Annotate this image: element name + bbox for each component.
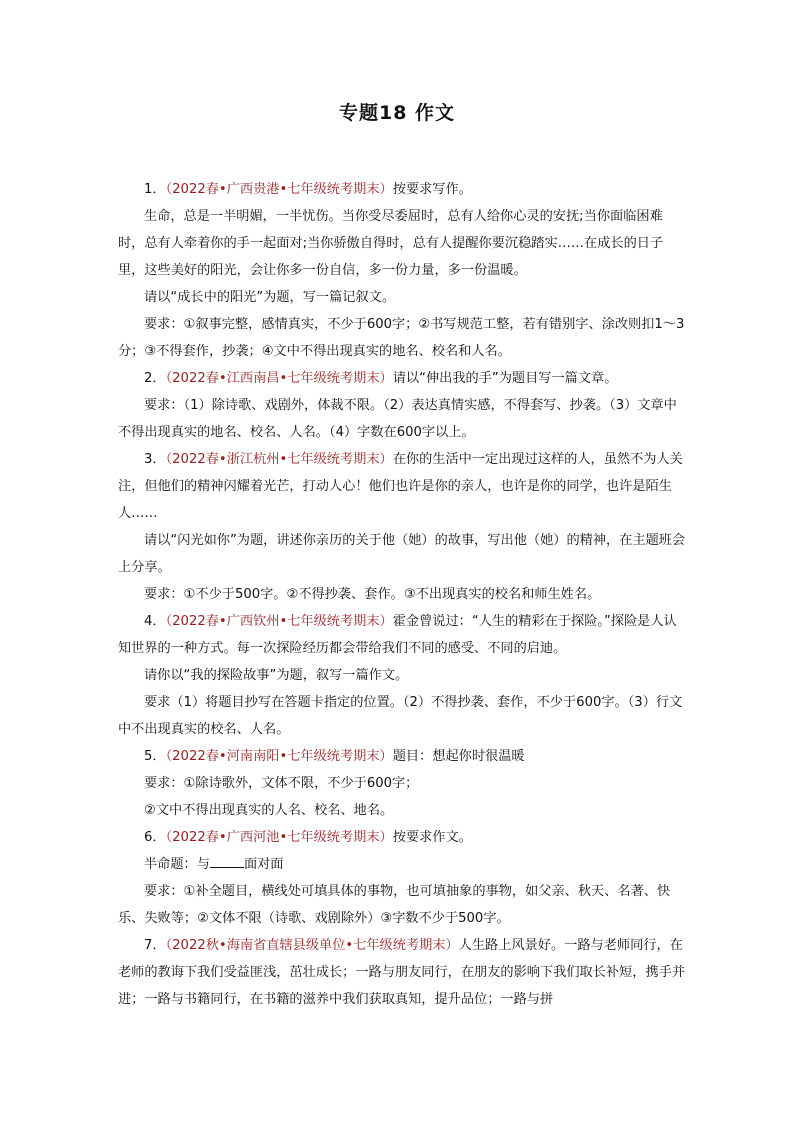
question-2-header (118, 365, 688, 392)
question-source: （2022春•广西贵港•七年级统考期末） (165, 182, 393, 197)
question-requirements: ②文中不得出现真实的人名、校名、地名。 (144, 803, 394, 818)
question-paragraph: 请以“闪光如你”为题，讲述你亲历的关于他（她）的故事，写出他（她）的精神，在主题班会上分享。 (118, 533, 686, 575)
question-number: 6． (144, 830, 166, 845)
question-number: 2． (144, 371, 166, 386)
question-number: 3． (144, 452, 166, 467)
question-requirements: 要求：①叙事完整，感情真实，不少于600字；②书写规范工整，若有错别字、涂改则扣1～3分；③不得套作，抄袭；④文中不得出现真实的地名、校名和人名。 (118, 317, 685, 359)
question-7-header (118, 932, 688, 1013)
question-requirements: 要求：（1）除诗歌、戏剧外，体裁不限。（2）表达真情实感，不得套写、抄袭。（3）文章中不得出现真实的地名、校名、人名。（4）字数在600字以上。 (118, 398, 677, 440)
question-5-header (118, 743, 688, 770)
question-lead: 按要求写作。 (392, 182, 472, 197)
question-1-header (118, 176, 688, 203)
title-blank (210, 853, 244, 868)
question-list (118, 176, 688, 1013)
question-paragraph: 请你以“我的探险故事”为题，叙写一篇作文。 (144, 668, 409, 683)
question-requirements: 要求：①除诗歌外，文体不限，不少于600字； (144, 776, 419, 791)
question-lead: 人生路上风景好。一路与老师同行，在老师的教诲下我们受益匪浅，茁壮成长；一路与朋友同行，在朋友的影响下我们取长补短，携手并进；一路与书籍同行，在书籍的滋养中我们获取真知，提升品位；一路与拼 (118, 938, 686, 1007)
question-4-header (118, 608, 688, 662)
half-title-suffix: 面对面 (243, 857, 284, 872)
question-number: 1． (144, 182, 166, 197)
question-number: 4． (144, 614, 166, 629)
question-requirements: 要求：①不少于500字。②不得抄袭、套作。③不出现真实的校名和师生姓名。 (144, 587, 601, 602)
question-3-header (118, 446, 688, 527)
question-number: 7． (144, 938, 166, 953)
question-requirements: 要求：①补全题目，横线处可填具体的事物，也可填抽象的事物，如父亲、秋天、名著、快乐、失败等；②文体不限（诗歌、戏剧除外）③字数不少于500字。 (118, 884, 671, 926)
question-lead: 请以“伸出我的手”为题目写一篇文章。 (392, 371, 618, 386)
half-title-line (118, 851, 688, 878)
question-paragraph: 生命，总是一半明媚，一半忧伤。当你受尽委屈时，总有人给你心灵的安抚;当你面临困难时，总有人牵着你的手一起面对;当你骄傲自得时，总有人提醒你要沉稳踏实……在成长的日子里，这些美好的阳光，会让你多一份自信，多一份力量，多一份温暖。 (118, 209, 664, 278)
question-paragraph: 请以“成长中的阳光”为题，写一篇记叙文。 (144, 290, 396, 305)
question-number: 5． (144, 749, 166, 764)
question-source: （2022秋•海南省直辖县级单位•七年级统考期末） (165, 938, 459, 953)
question-source: （2022春•浙江杭州•七年级统考期末） (165, 452, 393, 467)
question-lead: 在你的生活中一定出现过这样的人，虽然不为人关注，但他们的精神闪耀着光芒，打动人心！他们也许是你的亲人，也许是你的同学，也许是陌生人…… (118, 452, 683, 521)
question-lead: 按要求作文。 (392, 830, 472, 845)
question-source: （2022春•河南南阳•七年级统考期末） (165, 749, 393, 764)
question-source: （2022春•广西钦州•七年级统考期末） (165, 614, 393, 629)
question-source: （2022春•广西河池•七年级统考期末） (165, 830, 393, 845)
question-lead: 霍金曾说过：“人生的精彩在于探险。”探险是人认知世界的一种方式。每一次探险经历都会带给我们不同的感受、不同的启迪。 (118, 614, 677, 656)
question-6-header (118, 824, 688, 851)
question-source: （2022春•江西南昌•七年级统考期末） (165, 371, 393, 386)
question-lead: 题目：想起你时很温暖 (392, 749, 525, 764)
half-title-prefix: 半命题：与 (144, 857, 210, 872)
question-requirements: 要求（1）将题目抄写在答题卡指定的位置。（2）不得抄袭、套作，不少于600字。（3）行文中不出现真实的校名、人名。 (118, 695, 683, 737)
page-title: 专题18 作文 (338, 102, 456, 124)
